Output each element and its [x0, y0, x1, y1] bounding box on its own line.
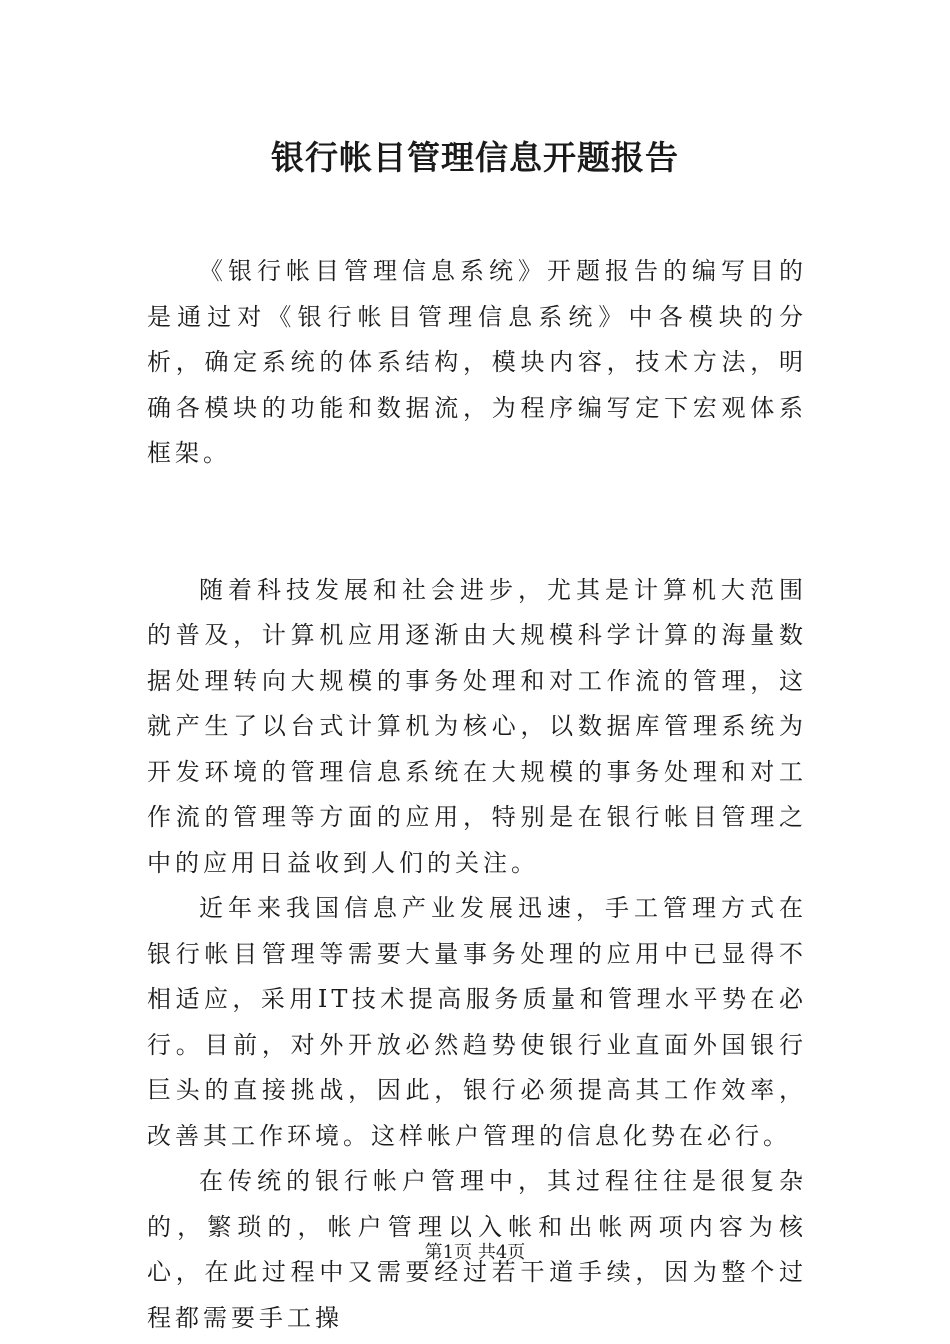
document-title: 银行帐目管理信息开题报告	[271, 138, 679, 177]
paragraph-gap	[147, 477, 807, 568]
page-footer: 第1页 共4页	[424, 1242, 526, 1263]
document-body	[147, 249, 807, 1341]
paragraph-traditional: 在传统的银行帐户管理中，其过程往往是很复杂的，繁琐的，帐户管理以入帐和出帐两项内容为核心，在此过程中又需要经过若干道手续，因为整个过程都需要手工操	[147, 1167, 807, 1332]
paragraph-background: 随着科技发展和社会进步，尤其是计算机大范围的普及，计算机应用逐渐由大规模科学计算的海量数据处理转向大规模的事务处理和对工作流的管理，这就产生了以台式计算机为核心，以数据库管理系统为开发环境的管理信息系统在大规模的事务处理和对工作流的管理等方面的应用，特别是在银行帐目管理之中的应用日益收到人们的关注。	[147, 575, 807, 877]
paragraph-purpose: 《银行帐目管理信息系统》开题报告的编写目的是通过对《银行帐目管理信息系统》中各模块的分析，确定系统的体系结构，模块内容，技术方法，明确各模块的功能和数据流，为程序编写定下宏观体系框架。	[147, 257, 807, 467]
paragraph-industry: 近年来我国信息产业发展迅速，手工管理方式在银行帐目管理等需要大量事务处理的应用中已显得不相适应，采用IT技术提高服务质量和管理水平势在必行。目前，对外开放必然趋势使银行业直面外国银行巨头的直接挑战，因此，银行必须提高其工作效率，改善其工作环境。这样帐户管理的信息化势在必行。	[147, 894, 807, 1150]
